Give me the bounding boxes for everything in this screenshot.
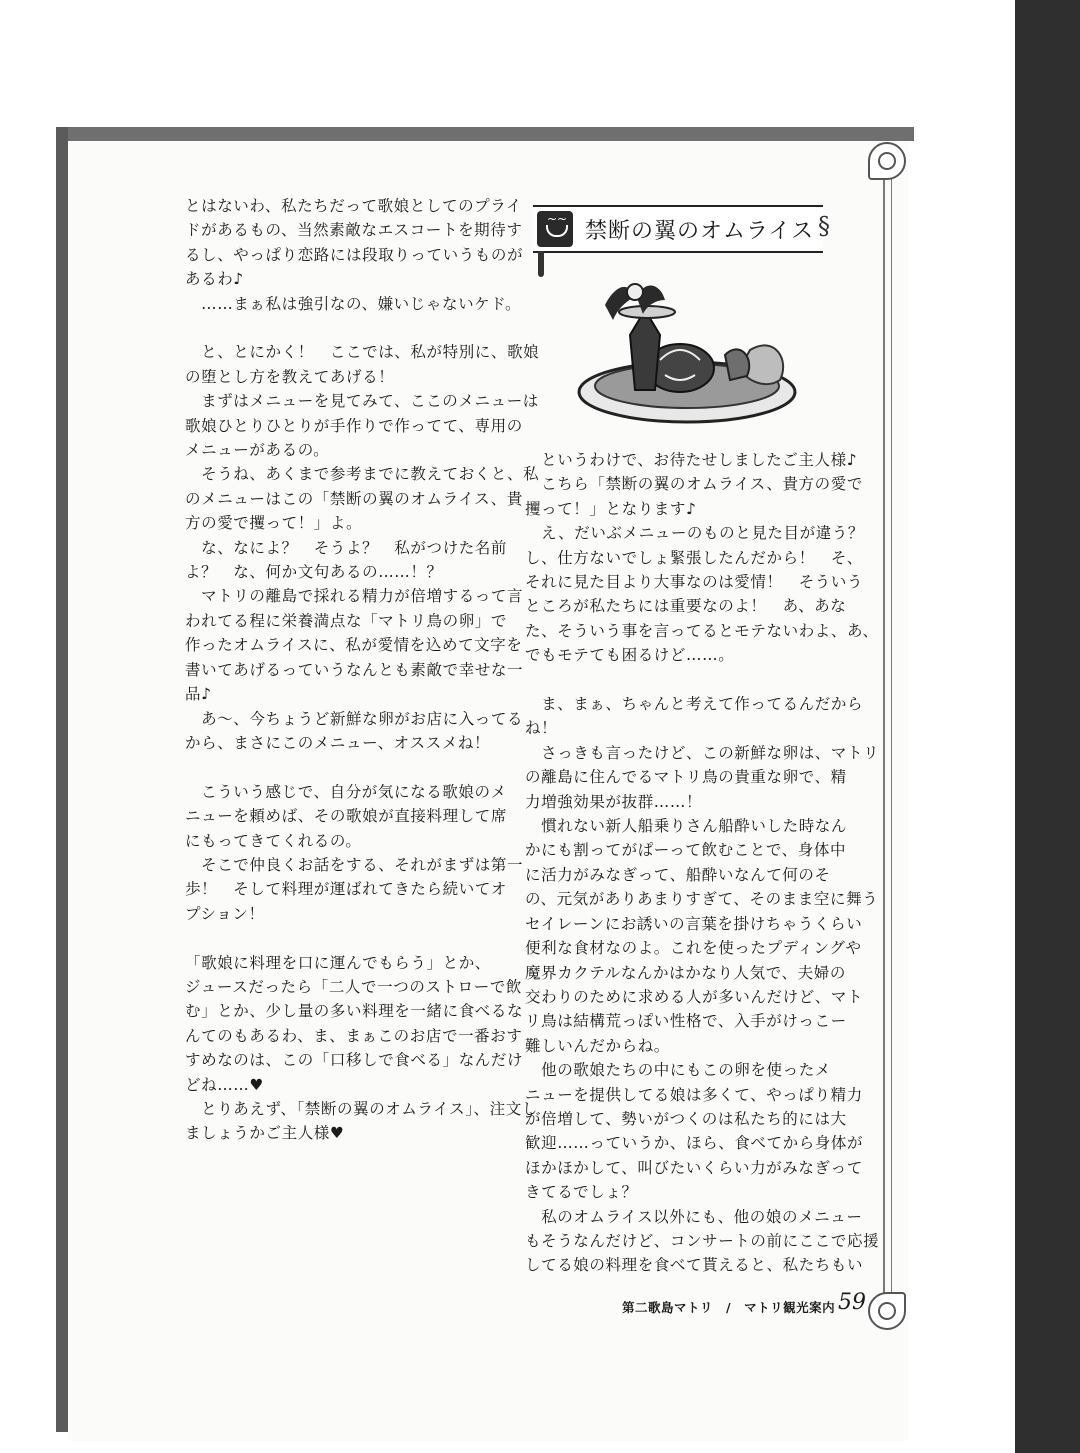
- text-line: そうね、あくまで参考までに教えておくと、私: [185, 465, 540, 484]
- text-line: それに見た目より大事なのは愛情！ そういう: [525, 573, 864, 592]
- text-line: な、なによ？ そうよ？ 私がつけた名前: [185, 538, 508, 557]
- text-line: 歩！ そして料理が運ばれてきたら続いてオ: [185, 880, 508, 899]
- text-line: の堕とし方を教えてあげる！: [185, 367, 395, 386]
- text-line: ジュースだったら「二人で一つのストローで飲: [185, 977, 523, 996]
- left-text-column: [185, 194, 540, 1146]
- text-line: るし、やっぱり恋路には段取りっていうものが: [185, 245, 524, 264]
- text-line: [185, 316, 505, 340]
- text-line: ところが私たちには重要なのよ！ あ、あな: [525, 597, 847, 616]
- frame-right-outer: [883, 170, 885, 1298]
- text-line: 力増強効果が抜群……！: [525, 792, 703, 811]
- text-line: [525, 668, 845, 692]
- text-line: し、仕方ないでしょ緊張したんだから！ そ、: [525, 548, 863, 567]
- text-line: そこで仲良くお話をする、それがまずは第一: [185, 855, 524, 874]
- text-line: た、そういう事を言ってるとモテないわよ、あ、: [525, 621, 879, 640]
- text-line: とはないわ、私たちだって歌娘としてのプライ: [185, 197, 523, 215]
- right-text-column: [525, 448, 880, 1278]
- frame-right-inner: [891, 170, 892, 1298]
- text-line: 他の歌娘たちの中にもこの卵を使ったメ: [525, 1061, 831, 1080]
- text-line: の、元気がありあまりすぎて、そのまま空に舞う: [525, 890, 879, 909]
- text-line: ……まぁ私は強引なの、嫌いじゃないケド。: [185, 294, 522, 313]
- text-line: どね……♥: [185, 1075, 264, 1094]
- recipe-title-box: [533, 205, 823, 253]
- text-line: ニューを頼めば、その歌娘が直接料理して席: [185, 807, 508, 826]
- corner-ornament-top: [868, 142, 906, 180]
- page-edge-shadow-top: [56, 127, 914, 141]
- text-line: んてのもあるわ、ま、まぁこのお店で一番おす: [185, 1026, 523, 1045]
- text-line: が倍増して、勢いがつくのは私たち的には大: [525, 1109, 847, 1128]
- title-flourish-icon: §: [818, 212, 830, 240]
- text-line: もそうなんだけど、コンサートの前にここで応援: [525, 1231, 880, 1250]
- text-line: さっきも言ったけど、この新鮮な卵は、マトリ: [525, 743, 880, 762]
- text-line: こういう感じで、自分が気になる歌娘のメ: [185, 782, 507, 801]
- title-drip-ornament: [538, 251, 544, 277]
- text-line: まずはメニューを見てみて、ここのメニューは: [185, 392, 539, 411]
- text-line: に活力がみなぎって、船酔いなんて何のそ: [525, 865, 831, 884]
- text-line: あ～、今ちょうど新鮮な卵がお店に入ってる: [185, 709, 524, 728]
- text-line: きてるでしょ？: [525, 1183, 638, 1202]
- text-line: われてる程に栄養満点な「マトリ鳥の卵」で: [185, 611, 508, 630]
- corner-ornament-bottom: [868, 1292, 906, 1330]
- text-line: かにも割ってがぱーって飲むことで、身体中: [525, 841, 847, 860]
- text-line: 歓迎……っていうか、ほら、食べてから身体が: [525, 1134, 864, 1153]
- text-line: ね！: [525, 719, 558, 738]
- text-line: リ鳥は結構荒っぽい性格で、入手がけっこー: [525, 1012, 847, 1031]
- page-edge-shadow-left: [56, 127, 68, 1432]
- recipe-title: 禁断の翼のオムライス: [585, 219, 815, 244]
- text-line: む」とか、少し量の多い料理を一緒に食べるな: [185, 1002, 524, 1021]
- text-line: 慣れない新人船乗りさん船酔いした時なん: [525, 817, 848, 836]
- page-footer: 第二歌島マトリ / マトリ観光案内: [622, 1300, 836, 1315]
- text-line: と、とにかく！ ここでは、私が特別に、歌娘: [185, 343, 540, 362]
- text-line: 「歌娘に料理を口に運んでもらう」とか、: [185, 953, 491, 972]
- text-line: 作ったオムライスに、私が愛情を込めて文字を: [185, 636, 523, 655]
- text-line: [185, 755, 505, 779]
- text-line: あるわ♪: [185, 270, 244, 289]
- text-line: 私のオムライス以外にも、他の娘のメニュー: [525, 1207, 863, 1226]
- text-line: から、まさにこのメニュー、オススメね！: [185, 733, 491, 752]
- text-line: にもってきてくれるの。: [185, 831, 362, 850]
- text-line: 品♪: [185, 685, 212, 704]
- text-line: というわけで、お待たせしましたご主人様♪: [525, 451, 858, 469]
- text-line: メニューがあるの。: [185, 441, 330, 460]
- text-line: すめなのは、この「口移しで食べる」なんだけ: [185, 1051, 524, 1070]
- text-line: ましょうかご主人様♥: [185, 1124, 345, 1143]
- text-line: ドがあるもの、当然素敵なエスコートを期待す: [185, 221, 523, 240]
- text-line: 難しいんだからね。: [525, 1036, 670, 1055]
- text-line: 書いてあげるっていうなんとも素敵で幸せな一: [185, 660, 524, 679]
- text-line: ほかほかして、叫びたいくらい力がみなぎって: [525, 1158, 863, 1177]
- text-line: セイレーンにお誘いの言葉を掛けちゃうくらい: [525, 914, 863, 933]
- text-line: のメニューはこの「禁断の翼のオムライス、貴: [185, 489, 523, 508]
- text-line: の離島に住んでるマトリ鳥の貴重な卵で、精: [525, 768, 847, 787]
- text-line: 魔界カクテルなんかはかなり人気で、夫婦の: [525, 963, 846, 982]
- scan-background-right: [1015, 0, 1080, 1453]
- text-line: こちら「禁断の翼のオムライス、貴方の愛で: [525, 475, 863, 494]
- text-line: 交わりのために求める人が多いんだけど、マト: [525, 987, 864, 1006]
- text-line: ニューを提供してる娘は多くて、やっぱり精力: [525, 1085, 863, 1104]
- text-line: 歌娘ひとりひとりが手作りで作ってて、専用の: [185, 416, 523, 435]
- dish-icon: [537, 211, 573, 247]
- text-line: [185, 926, 505, 950]
- text-line: 便利な食材なのよ。これを使ったプディングや: [525, 939, 862, 958]
- text-line: 攫って！」となります♪: [525, 499, 697, 518]
- text-line: でもモテても困るけど……。: [525, 646, 735, 665]
- text-line: プション！: [185, 904, 265, 923]
- page-number: 59: [838, 1290, 866, 1315]
- text-line: ま、まぁ、ちゃんと考えて作ってるんだから: [525, 695, 864, 714]
- text-line: よ？ な、何か文句あるの……！？: [185, 563, 443, 582]
- text-line: え、だいぶメニューのものと見た目が違う？: [525, 524, 865, 543]
- text-line: マトリの離島で採れる精力が倍増するって言: [185, 587, 524, 606]
- text-line: 方の愛で攫って！」よ。: [185, 514, 363, 533]
- omurice-illustration: [575, 280, 800, 425]
- text-line: してる娘の料理を食べて貰えると、私たちもい: [525, 1256, 864, 1275]
- text-line: とりあえず、「禁断の翼のオムライス」、注文し: [185, 1099, 538, 1118]
